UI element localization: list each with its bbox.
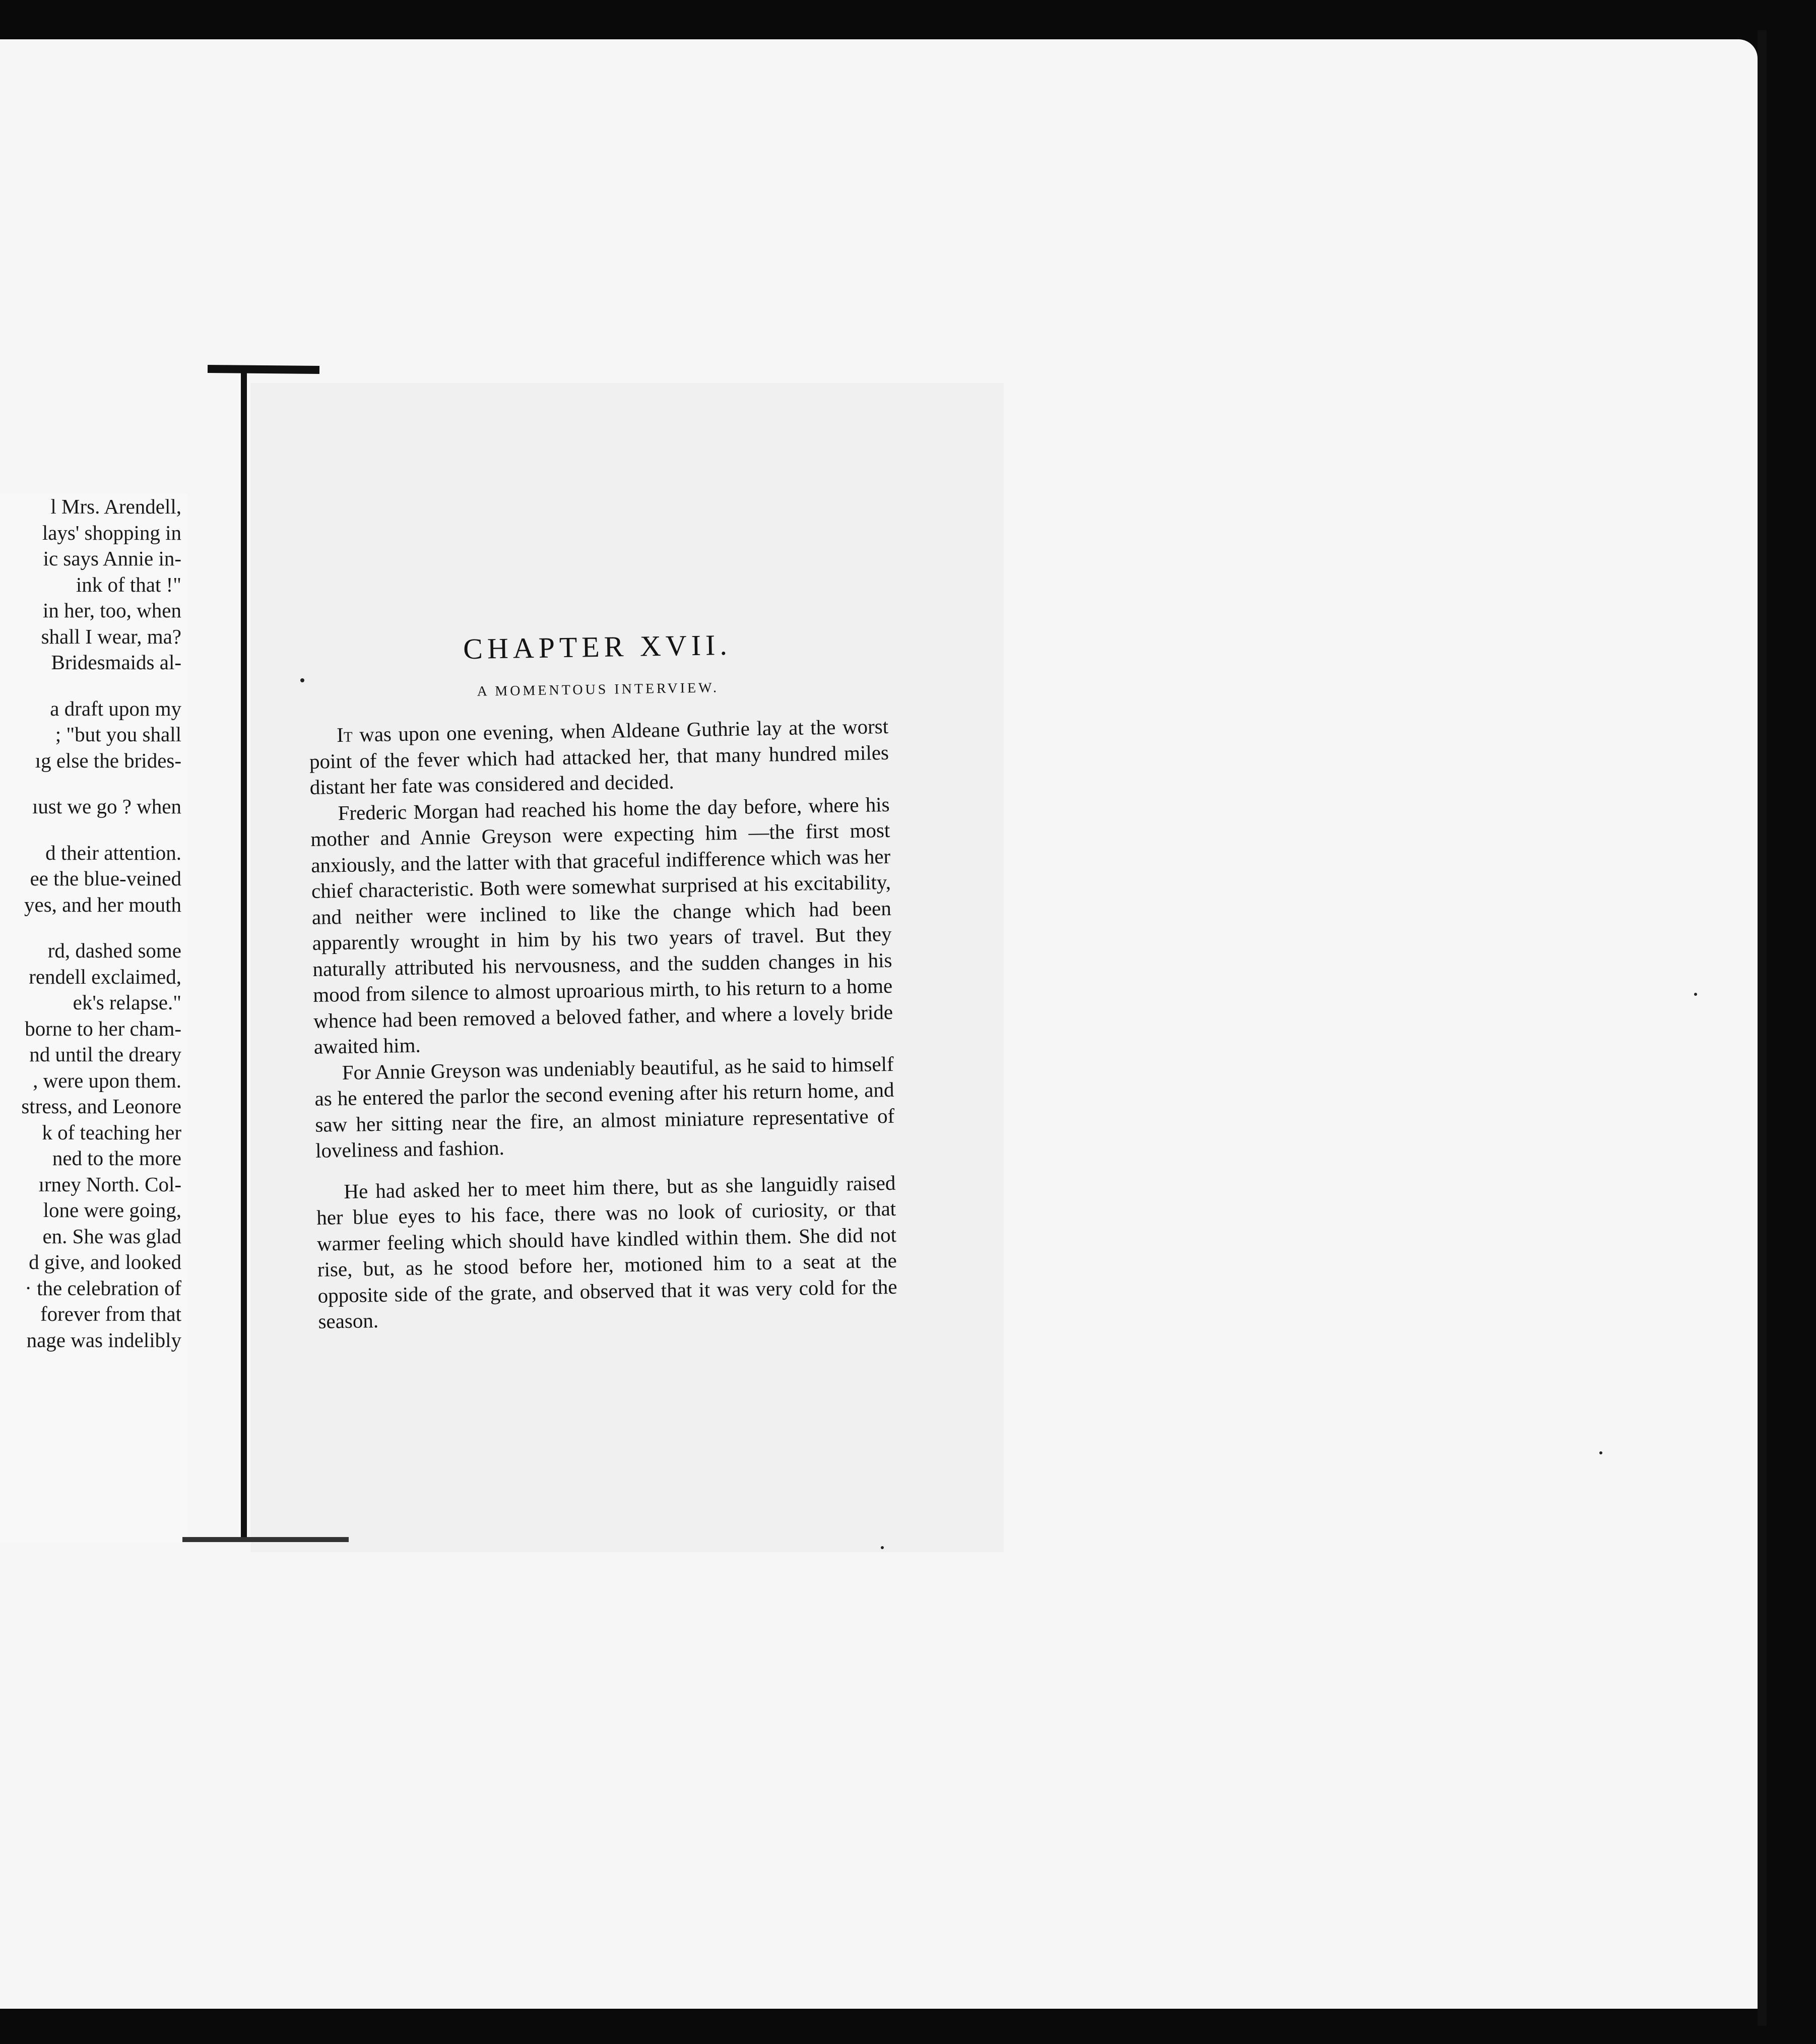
- spine-top-mark: [208, 365, 319, 374]
- left-page-line: [0, 820, 181, 840]
- left-page-line: shall I wear, ma?: [41, 624, 181, 648]
- left-page-line: ırney North. Col-: [38, 1172, 181, 1196]
- paragraph-1-lead: It: [336, 723, 353, 747]
- scan-speck: [881, 1546, 884, 1549]
- paragraph-1-body: was upon one evening, when Aldeane Guthrie lay at the worst point of the fever which had attacked her, that many hundred miles distant her fate was considered and decided.: [309, 714, 889, 799]
- left-page-line: ink of that !": [76, 572, 181, 596]
- left-page-line: en. She was glad: [42, 1224, 181, 1248]
- paragraph-4: He had asked her to meet him there, but as she languidly raised her blue eyes to his face, there was no look of curiosity, or that warmer feeling which should have kindled within them. She did not rise, but, as he stood before her, motioned him to a seat at the opposite side of the grate, and observed that it was very cold for the season.: [316, 1171, 897, 1333]
- left-page-line: Bridesmaids al-: [51, 651, 181, 674]
- paragraph-2: Frederic Morgan had reached his home the day before, where his mother and Annie Greyson were expecting him —the first most anxiously, and the latter with that graceful indifference which was her chief characteristic. Both were somewhat surprised at his excitability, and neither were inclined to like the change which had been apparently wrought in him by his two years of travel. But they naturally attributed his nervousness, and the sudden changes in his mood from silence to almost uproarious mirth, to his return to a home whence had been removed a beloved father, and where a lovely bride awaited him.: [310, 792, 893, 1058]
- scan-edge-shadow: [1758, 30, 1767, 2026]
- left-page-line: [0, 918, 181, 938]
- left-page-line: borne to her cham-: [25, 1016, 181, 1040]
- left-page-line: a draft upon my: [50, 696, 181, 720]
- chapter-subtitle: A MOMENTOUS INTERVIEW.: [477, 680, 720, 699]
- chapter-title: CHAPTER XVII.: [463, 628, 732, 666]
- left-page-line: nd until the dreary: [29, 1043, 181, 1066]
- left-page-text: [0, 494, 181, 1353]
- left-page-line: rendell exclaimed,: [29, 965, 181, 988]
- left-page-line: · the celebration of: [25, 1276, 181, 1300]
- left-page-line: nage was indelibly: [26, 1328, 181, 1352]
- left-page-line: lays' shopping in: [42, 521, 181, 544]
- left-page-line: ic says Annie in-: [43, 547, 181, 570]
- left-page: [0, 494, 187, 1542]
- scan-speck: [300, 678, 304, 682]
- scan-speck: [1694, 993, 1697, 996]
- left-page-line: l Mrs. Arendell,: [50, 495, 181, 518]
- left-page-line: rd, dashed some: [47, 939, 181, 962]
- left-page-line: ned to the more: [52, 1146, 181, 1170]
- left-page-line: lone were going,: [43, 1198, 181, 1222]
- left-page-line: ıust we go ? when: [32, 795, 181, 818]
- left-page-line: k of teaching her: [42, 1120, 181, 1144]
- left-page-line: d give, and looked: [29, 1250, 181, 1273]
- left-page-line: d their attention.: [45, 841, 181, 864]
- book-spine: [241, 370, 247, 1540]
- left-page-line: , were upon them.: [33, 1068, 181, 1092]
- left-page-line: ek's relapse.": [73, 991, 181, 1014]
- left-page-line: stress, and Leonore: [21, 1095, 181, 1118]
- left-page-line: [0, 774, 181, 794]
- left-page-line: ee the blue-veined: [30, 867, 181, 890]
- left-page-line: in her, too, when: [42, 599, 181, 622]
- scan-speck: [1599, 1451, 1602, 1454]
- left-page-line: yes, and her mouth: [24, 892, 181, 916]
- paragraph-3: For Annie Greyson was undeniably beautiful, as he said to himself as he entered the parlor the second evening after his return home, and saw her sitting near the fire, an almost miniature representative of loveliness and fashion.: [314, 1052, 895, 1162]
- left-page-line: [0, 676, 181, 696]
- chapter-text: [307, 625, 898, 1334]
- left-page-line: ıg else the brides-: [35, 748, 181, 772]
- paragraph-1: [309, 714, 889, 801]
- left-page-line: ; "but you shall: [55, 723, 181, 746]
- left-page-line: forever from that: [40, 1302, 181, 1325]
- spine-bottom-mark: [182, 1537, 349, 1542]
